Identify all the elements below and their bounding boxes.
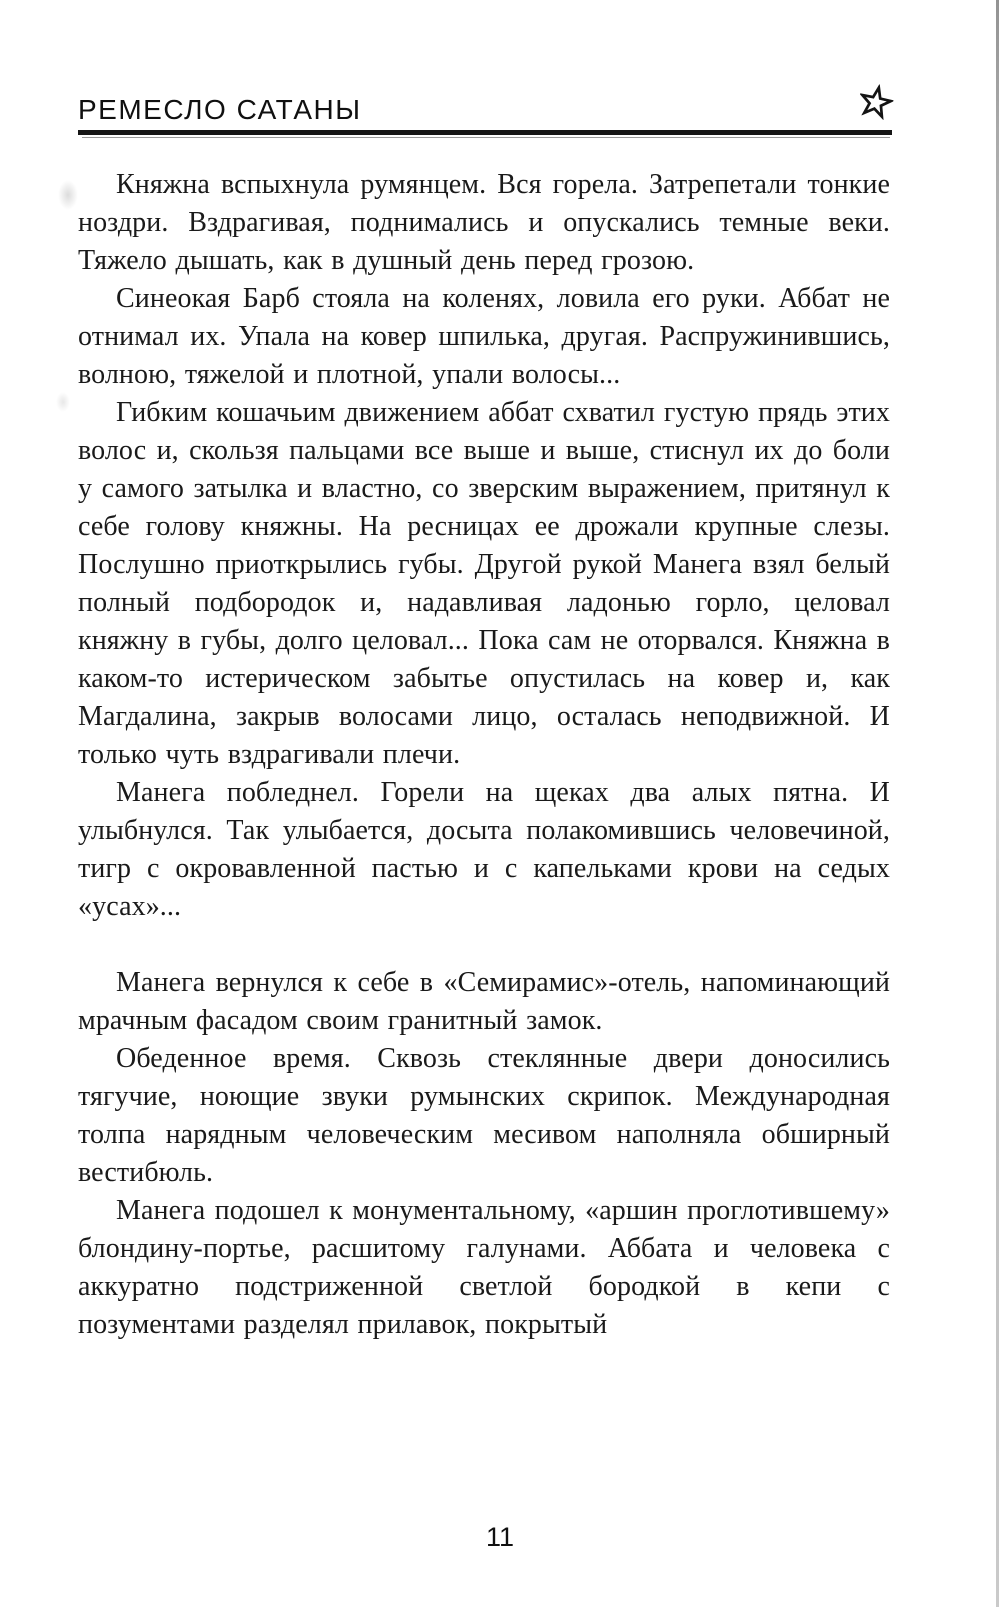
paragraph: Манега подошел к монументальному, «аршин проглотившему» блондину-портье, расшитому галунами. Аббата и человека с аккуратно подстриженной светлой бородкой в кепи с позументами разделял прилавок, покрытый [78, 1195, 890, 1340]
header-rule [78, 130, 892, 135]
paragraph: Манега побледнел. Горели на щеках два алых пятна. И улыбнулся. Так улыбается, досыта полакомившись человечиной, тигр с окровавленной пастью и с капельками крови на седых «усах»... [78, 777, 890, 922]
running-head [78, 94, 892, 135]
body-text [78, 166, 890, 1344]
scan-speck [56, 392, 70, 412]
paragraph: Княжна вспыхнула румянцем. Вся горела. Затрепетали тонкие ноздри. Вздрагивая, поднимались и опускались темные веки. Тяжело дышать, как в душный день перед грозою. [78, 169, 890, 276]
running-head-title: РЕМЕСЛО САТАНЫ [78, 94, 362, 125]
scan-speck [58, 180, 78, 210]
paragraph: Синеокая Барб стояла на коленях, ловила его руки. Аббат не отнимал их. Упала на ковер шпилька, другая. Распружинившись, волною, тяжелой и плотной, упали волосы... [78, 283, 890, 390]
paragraph: Гибким кошачьим движением аббат схватил густую прядь этих волос и, скользя пальцами все выше и выше, стиснул их до боли у самого затылка и властно, со зверским выражением, притянул к себе голову княжны. На ресницах ее дрожали крупные слезы. Послушно приоткрылись губы. Другой рукой Манега взял белый полный подбородок и, надавливая ладонью горло, целовал княжну в губы, долго целовал... Пока сам не оторвался. Княжна в каком-то истерическом забытье опустилась на ковер и, как Магдалина, закрыв волосами лицо, осталась неподвижной. И только чуть вздрагивали плечи. [78, 397, 890, 770]
paragraph: Обеденное время. Сквозь стеклянные двери доносились тягучие, ноющие звуки румынских скрипок. Международная толпа нарядным человеческим месивом наполняла обширный вестибюль. [78, 1043, 890, 1188]
scan-edge-artifact [996, 0, 999, 1607]
paragraph-section-start: Манега вернулся к себе в «Семирамис»-отель, напоминающий мрачным фасадом своим гранитный замок. [78, 967, 890, 1036]
page-number: 11 [485, 1522, 515, 1552]
star-icon [856, 81, 896, 121]
